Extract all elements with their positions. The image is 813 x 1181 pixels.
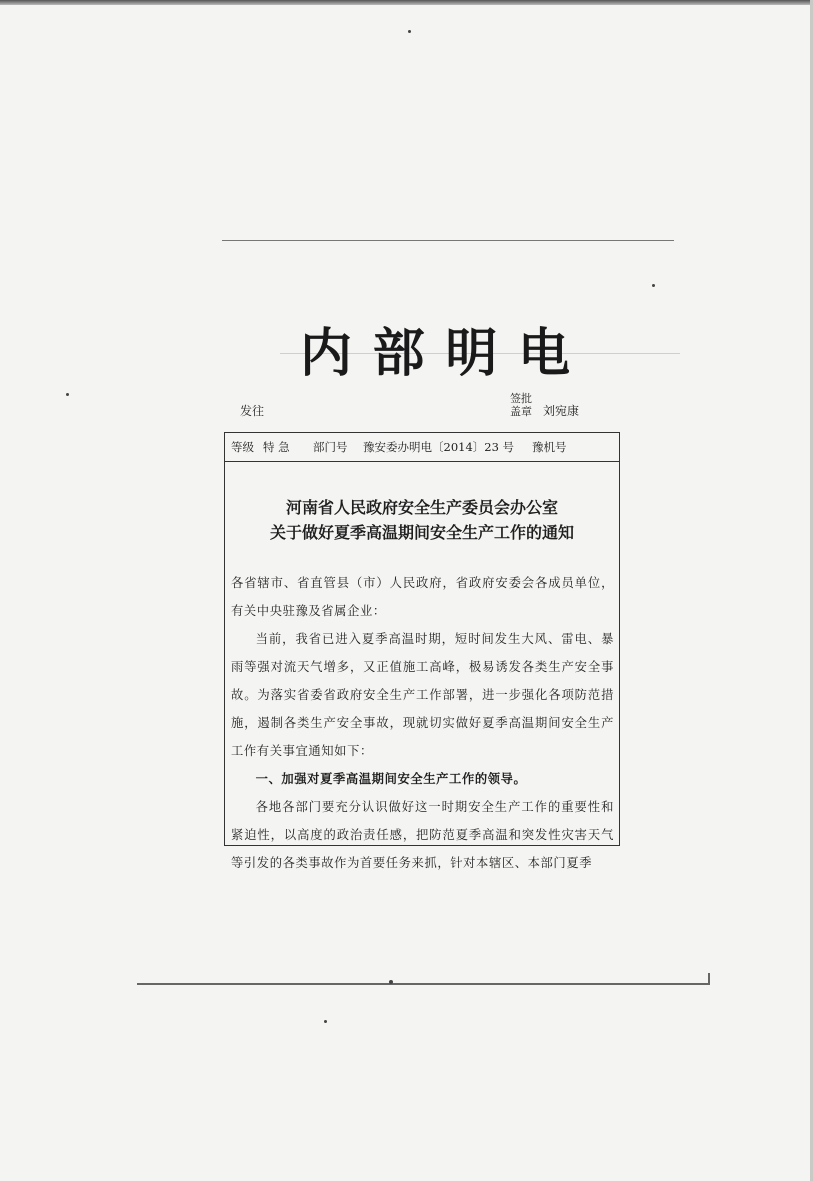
title-char: 电 [517, 322, 570, 384]
header-rule [222, 240, 674, 241]
scan-speck [324, 1020, 327, 1023]
signer-name: 刘宛康 [543, 404, 580, 418]
paragraph: 各地各部门要充分认识做好这一时期安全生产工作的重要性和紧迫性，以高度的政治责任感，把防范夏季高温和突发性灾害天气等引发的各类事故作为首要任务来抓，针对本辖区、本部门夏季 [231, 800, 614, 870]
footer-rule [137, 983, 710, 985]
title-char: 明 [445, 322, 498, 384]
notice-body [231, 569, 614, 877]
info-row [225, 433, 619, 462]
machine-no-label: 豫机号 [532, 440, 567, 454]
notice-title-line1: 河南省人民政府安全生产委员会办公室 [285, 498, 558, 517]
dept-no-label: 部门号 [313, 440, 348, 454]
approval-label-line1: 签批 [510, 392, 532, 405]
dept-no-value: 豫安委办明电〔2014〕23 号 [363, 440, 515, 454]
approval-label [510, 392, 532, 418]
notice-title [225, 495, 619, 545]
document-box [224, 432, 620, 870]
document-type-title [300, 318, 570, 384]
scan-speck [652, 284, 655, 287]
scan-speck [408, 30, 411, 33]
approval-label-line2: 盖章 [510, 405, 532, 418]
section-heading: 一、加强对夏季高温期间安全生产工作的领导。 [255, 771, 527, 786]
footer-rule-tick [708, 973, 710, 985]
recipients: 各省辖市、省直管县（市）人民政府，省政府安委会各成员单位，有关中央驻豫及省属企业： [231, 576, 614, 618]
title-char: 部 [372, 322, 425, 384]
notice-title-line2: 关于做好夏季高温期间安全生产工作的通知 [269, 523, 574, 542]
paragraph: 当前，我省已进入夏季高温时期，短时间发生大风、雷电、暴雨等强对流天气增多，又正值施工高峰，极易诱发各类生产安全事故。为落实省委省政府安全生产工作部署，进一步强化各项防范措施，遏制各类生产安全事故，现就切实做好夏季高温期间安全生产工作有关事宜通知如下： [231, 632, 614, 758]
level-label: 等级 [231, 440, 254, 454]
scan-speck [66, 393, 69, 396]
title-char: 内 [300, 322, 353, 384]
scan-speck [389, 980, 393, 984]
send-to-label: 发往 [240, 404, 265, 418]
scan-top-edge [0, 0, 813, 5]
level-value: 特 急 [263, 440, 290, 454]
